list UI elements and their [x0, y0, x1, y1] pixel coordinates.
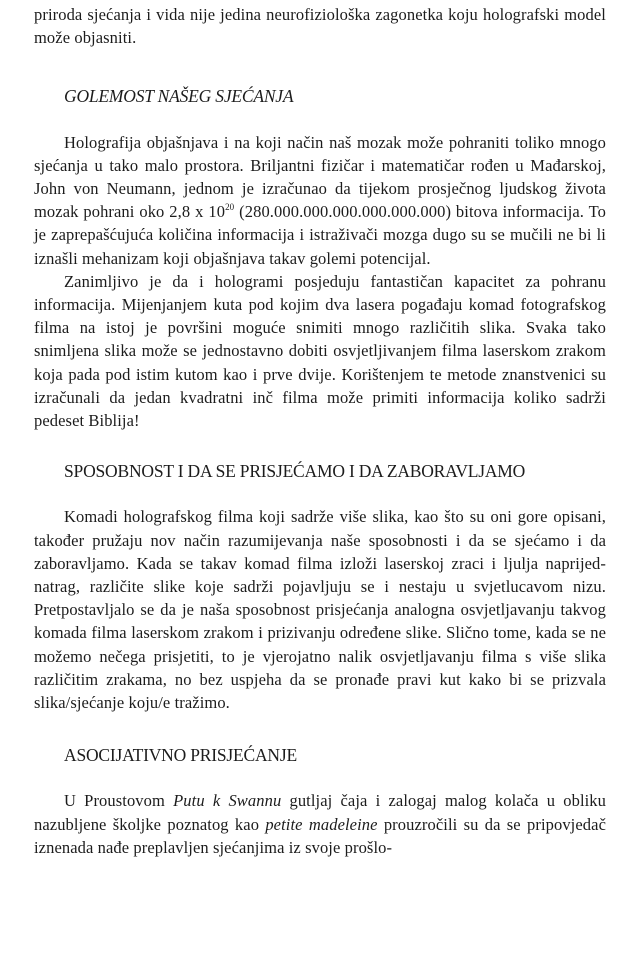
paragraph-proust-text-a: U Proustovom: [64, 791, 174, 811]
section-heading-asocijativno: ASOCIJATIVNO PRISJEĆANJE: [64, 745, 297, 766]
paragraph-holografija-text-a: Holografija objašnjava i na koji način naš mozak može pohraniti toliko mnogo sjećanja u tako malo prostora. Briljantni fizičar i matematičar rođen u Mađarskoj, John von Neumann, jednom je izračunao da tijekom prosječnog ljudskog života mozak pohrani oko 2,8 x 10: [34, 132, 606, 222]
paragraph-proust-text-b: gutljaj čaja i zalogaj malog kolača u obliku nazubljene školjke poznatog kao: [34, 791, 607, 834]
paragraph-holografija: [34, 131, 606, 270]
section-heading-golemost: GOLEMOST NAŠEG SJEĆANJA: [64, 86, 294, 107]
page: [34, 0, 606, 859]
paragraph-holografija-text-b: (280.000.000.000.000.000.000) bitova informacija. To je zaprepašćujuća količina informacija i istraživači mozga dugo su se mučili ne bi li iznašli mehanizam koji objašnjava takav golemi potencijal.: [34, 202, 606, 268]
madeleine-italic: petite madeleine: [265, 814, 378, 834]
book-title-italic: Putu k Swannu: [173, 791, 282, 811]
exponent: 20: [225, 202, 235, 213]
section-heading-sposobnost: SPOSOBNOST I DA SE PRISJEĆAMO I DA ZABORAVLJAMO: [64, 461, 526, 482]
intro-paragraph: priroda sjećanja i vida nije jedina neurofiziološka zagonetka koju holografski model može objasniti.: [34, 5, 606, 48]
paragraph-proust-text-c: prouzročili su da se pripovjedač iznenada nađe preplavljen sjećanjima iz svoje prošlo-: [34, 814, 606, 857]
paragraph-komadi: Komadi holografskog filma koji sadrže više slika, kao što su oni gore opisani, također pružaju nov način razumijevanja naše sposobnosti i da se sjećamo i da zaboravljamo. Kada se takav komad filma izloži laserskoj zraci i ljulja naprijed-natrag, različite slike koje sadrži pojavljuju se i nestaju u svjetlucavom nizu. Pretpostavljalo se da je naša sposobnost prisjećanja analogna osvjetljavanju takvog komada filma laserskom zrakom i prizivanju određene slike. Slično tome, kada se ne možemo nečega prisjetiti, to je vjerojatno nalik osvjetljavanju filma s više slika različitim zrakama, no bez uspjeha da se pronađe pravi kut kako bi se prizvala slika/sjećanje koju/e tražimo.: [34, 507, 606, 713]
paragraph-proust: [34, 789, 606, 859]
paragraph-zanimljivo: Zanimljivo je da i hologrami posjeduju fantastičan kapacitet za pohranu informacija. Mijenjanjem kuta pod kojim dva lasera pogađaju komad fotografskog filma na istoj je površini moguće snimiti mnogo različitih slika. Svaka tako snimljena slika može se jednostavno dobiti osvjetljivanjem filma laserskom zrakom koja pada pod istim kutom kao i prve dvije. Korištenjem te metode znanstvenici su izračunali da jedan kvadratni inč filma može primiti informacija koliko sadrži pedeset Biblija!: [34, 271, 606, 431]
